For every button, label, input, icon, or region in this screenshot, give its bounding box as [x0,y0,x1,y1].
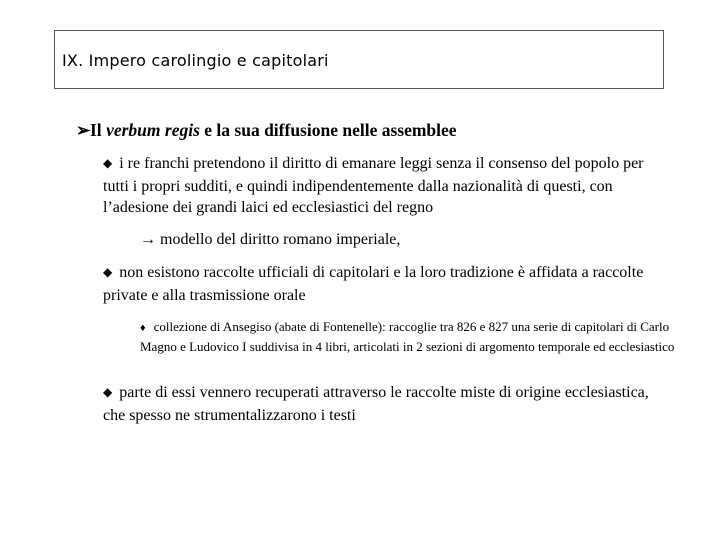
bullet-subitem-2 [140,318,680,356]
bullet-text-1: i re franchi pretendono il diritto di emanare leggi senza il consenso del popolo per tutti i propri sudditi, e quindi indipendentemente dalla nazionalità di questi, con l’adesione dei grandi laici ed ecclesiastici del regno [103,155,644,216]
title-box [54,30,664,89]
diamond-bullet-icon: ◆ [103,156,113,170]
bullet-item-1 [103,153,663,219]
diamond-bullet-icon: ◆ [103,385,113,399]
section-heading [76,120,457,141]
arrow-bullet-icon: ➢ [76,120,91,140]
bullet-subtext-1: modello del diritto romano imperiale, [160,231,401,248]
right-arrow-icon: → [140,231,156,248]
bullet-item-2 [103,262,663,306]
bullet-subitem-1 [140,229,400,251]
heading-italic: verbum regis [106,120,200,140]
diamond-bullet-icon: ◆ [103,265,113,279]
page-title: IX. Impero carolingio e capitolari [62,51,329,70]
bullet-subtext-2: collezione di Ansegiso (abate di Fontenelle): raccoglie tra 826 e 827 una serie di capitolari di Carlo Magno e Ludovico I suddivisa in 4 libri, articolati in 2 sezioni di argomento temporale ed ecclesiastico [140,319,675,354]
small-diamond-bullet-icon: ♦ [140,322,146,334]
heading-prefix: Il [90,120,107,140]
heading-suffix: e la sua diffusione nelle assemblee [199,120,457,140]
bullet-text-2: non esistono raccolte ufficiali di capitolari e la loro tradizione è affidata a raccolte private e alla trasmissione orale [103,264,644,304]
bullet-item-3 [103,382,663,426]
bullet-text-3: parte di essi vennero recuperati attraverso le raccolte miste di origine ecclesiastica, che spesso ne strumentalizzarono i testi [103,384,649,424]
